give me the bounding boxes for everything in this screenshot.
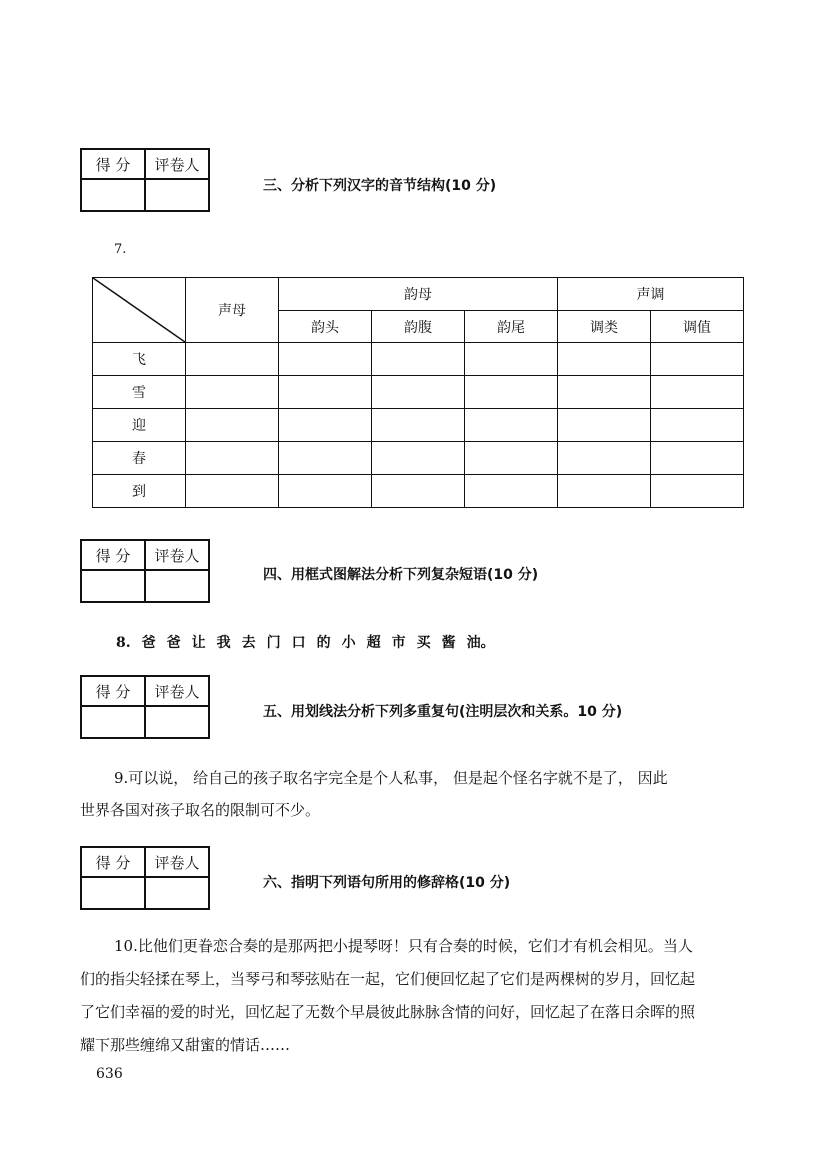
answer-cell[interactable]	[651, 376, 744, 409]
score-box	[80, 675, 210, 739]
grader-cell[interactable]	[145, 877, 209, 909]
answer-cell[interactable]	[186, 442, 279, 475]
q8-token: 让	[191, 635, 206, 651]
question-10-line-1: 10.比他们更眷恋合奏的是那两把小提琴呀！只有合奏的时候，它们才有机会相见。当人	[114, 937, 693, 955]
header-final: 韵母	[279, 278, 558, 311]
row-char: 到	[93, 475, 186, 508]
answer-cell[interactable]	[279, 409, 372, 442]
question-8	[116, 632, 506, 652]
answer-cell[interactable]	[465, 343, 558, 376]
answer-cell[interactable]	[558, 376, 651, 409]
score-cell[interactable]	[81, 570, 145, 602]
question-9-line-1: 9.可以说， 给自己的孩子取名字完全是个人私事， 但是起个怪名字就不是了， 因此	[114, 769, 668, 787]
q8-token: 爸	[141, 635, 156, 651]
answer-cell[interactable]	[651, 475, 744, 508]
answer-cell[interactable]	[372, 475, 465, 508]
answer-cell[interactable]	[558, 409, 651, 442]
header-tone-value: 调值	[651, 311, 744, 343]
answer-cell[interactable]	[651, 409, 744, 442]
header-initial: 声母	[186, 278, 279, 343]
row-char: 雪	[93, 376, 186, 409]
header-tone: 声调	[558, 278, 744, 311]
answer-cell[interactable]	[186, 475, 279, 508]
answer-cell[interactable]	[372, 409, 465, 442]
answer-cell[interactable]	[465, 409, 558, 442]
header-final-head: 韵头	[279, 311, 372, 343]
question-10-line-2: 们的指尖轻揉在琴上，当琴弓和琴弦贴在一起，它们便回忆起了它们是两棵树的岁月，回忆起	[80, 970, 696, 988]
q8-token: 超	[366, 635, 381, 651]
q8-token: 去	[241, 635, 256, 651]
answer-cell[interactable]	[279, 475, 372, 508]
grader-label: 评卷人	[145, 676, 209, 706]
score-box	[80, 846, 210, 910]
score-label: 得 分	[81, 540, 145, 570]
score-cell[interactable]	[81, 877, 145, 909]
answer-cell[interactable]	[372, 376, 465, 409]
row-char: 飞	[93, 343, 186, 376]
q8-token: 油。	[466, 635, 495, 651]
answer-cell[interactable]	[651, 343, 744, 376]
answer-cell[interactable]	[279, 343, 372, 376]
answer-cell[interactable]	[372, 442, 465, 475]
header-final-belly: 韵腹	[372, 311, 465, 343]
answer-cell[interactable]	[465, 475, 558, 508]
section-five-title: 五、用划线法分析下列多重复句(注明层次和关系。10 分)	[263, 704, 623, 720]
page-number: 636	[96, 1066, 123, 1082]
q8-token: 的	[316, 635, 331, 651]
answer-cell[interactable]	[279, 376, 372, 409]
grader-cell[interactable]	[145, 570, 209, 602]
score-label: 得 分	[81, 676, 145, 706]
section-four-title: 四、用框式图解法分析下列复杂短语(10 分)	[263, 567, 539, 583]
grader-label: 评卷人	[145, 149, 209, 179]
answer-cell[interactable]	[558, 475, 651, 508]
answer-cell[interactable]	[558, 442, 651, 475]
question-10-line-3: 了它们幸福的爱的时光，回忆起了无数个早晨彼此脉脉含情的问好，回忆起了在落日余晖的照	[80, 1003, 696, 1021]
q8-token: 市	[391, 635, 406, 651]
answer-cell[interactable]	[465, 442, 558, 475]
score-box	[80, 148, 210, 212]
score-cell[interactable]	[81, 706, 145, 738]
header-tone-category: 调类	[558, 311, 651, 343]
grader-cell[interactable]	[145, 706, 209, 738]
q8-token: 酱	[441, 635, 456, 651]
section-six-title: 六、指明下列语句所用的修辞格(10 分)	[263, 875, 511, 891]
row-char: 迎	[93, 409, 186, 442]
score-label: 得 分	[81, 847, 145, 877]
q8-token: 8.	[116, 635, 131, 651]
question-7-number: 7.	[114, 242, 127, 257]
score-label: 得 分	[81, 149, 145, 179]
q8-token: 小	[341, 635, 356, 651]
grader-cell[interactable]	[145, 179, 209, 211]
grader-label: 评卷人	[145, 847, 209, 877]
answer-cell[interactable]	[558, 343, 651, 376]
q8-token: 买	[416, 635, 431, 651]
answer-cell[interactable]	[279, 442, 372, 475]
answer-cell[interactable]	[186, 409, 279, 442]
section-three-title: 三、分析下列汉字的音节结构(10 分)	[263, 178, 497, 194]
diagonal-header-cell	[93, 278, 186, 343]
diagonal-line	[93, 278, 185, 342]
syllable-table	[92, 277, 744, 508]
score-box	[80, 539, 210, 603]
q8-token: 门	[266, 635, 281, 651]
question-9-line-2: 世界各国对孩子取名的限制可不少。	[80, 801, 321, 819]
score-cell[interactable]	[81, 179, 145, 211]
question-10-line-4: 耀下那些缠绵又甜蜜的情话……	[80, 1036, 291, 1054]
answer-cell[interactable]	[186, 376, 279, 409]
q8-token: 爸	[166, 635, 181, 651]
header-final-tail: 韵尾	[465, 311, 558, 343]
q8-token: 口	[291, 635, 306, 651]
grader-label: 评卷人	[145, 540, 209, 570]
answer-cell[interactable]	[372, 343, 465, 376]
answer-cell[interactable]	[651, 442, 744, 475]
answer-cell[interactable]	[465, 376, 558, 409]
row-char: 春	[93, 442, 186, 475]
q8-token: 我	[216, 635, 231, 651]
answer-cell[interactable]	[186, 343, 279, 376]
